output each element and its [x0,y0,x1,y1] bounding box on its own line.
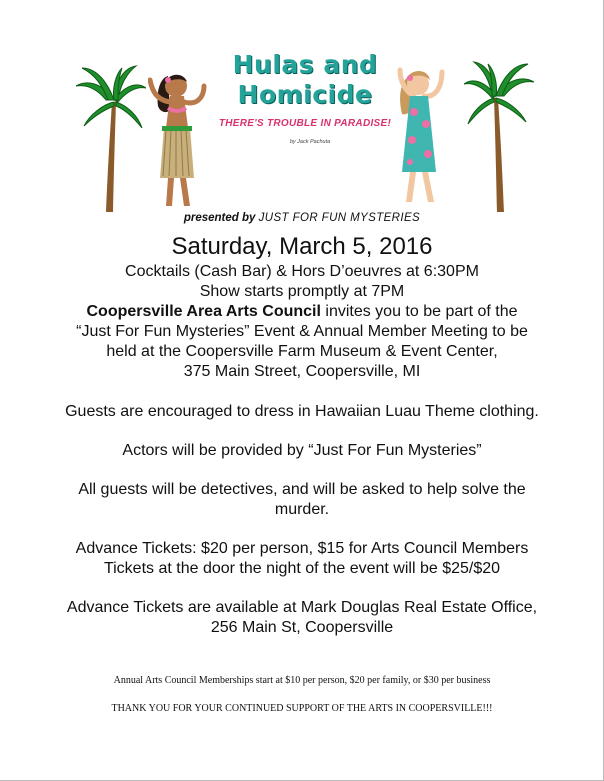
detectives-line-2: murder. [274,501,330,518]
palm-tree-right-icon [464,58,534,213]
actors-line: Actors will be provided by “Just For Fun Mysteries” [122,442,482,459]
venue-address: 375 Main Street, Coopersville, MI [183,363,421,380]
event-date: Saturday, March 5, 2016 [171,233,433,260]
show-byline: by Jack Pachuta [289,139,331,145]
thank-you-note: THANK YOU FOR YOUR CONTINUED SUPPORT OF THE ARTS IN COOPERSVILLE!!! [111,703,493,714]
invitation-text: invites you to be part of the [320,303,518,320]
show-tagline: THERE'S TROUBLE IN PARADISE! [218,118,392,129]
invitation-line-2: “Just For Fun Mysteries” Event & Annual Member Meeting to be [76,323,528,340]
palm-tree-left-icon [76,64,146,214]
door-tickets-line: Tickets at the door the night of the event will be $25/$20 [103,560,501,577]
host-name: Coopersville Area Arts Council [86,303,321,320]
hula-dancer-right-icon [384,62,459,212]
hero-banner [0,40,604,220]
presented-prefix: presented by [183,212,256,224]
presenter-name: JUST FOR FUN MYSTERIES [258,212,421,224]
ticket-location-line-2: 256 Main St, Coopersville [210,619,394,636]
presented-by-line [0,212,604,224]
invitation-line-3: held at the Coopersville Farm Museum & Event Center, [106,343,498,360]
detectives-line-1: All guests will be detectives, and will be asked to help solve the [78,481,526,498]
ticket-location-line-1: Advance Tickets are available at Mark Douglas Real Estate Office, [66,599,538,616]
cocktails-line: Cocktails (Cash Bar) & Hors D’oeuvres at 6:30PM [125,263,479,280]
advance-tickets-line: Advance Tickets: $20 per person, $15 for Arts Council Members [75,540,529,557]
event-details [0,232,604,638]
invitation-line-1 [0,302,604,322]
membership-note: Annual Arts Council Memberships start at $10 per person, $20 per family, or $30 per business [113,675,491,686]
dress-code-line: Guests are encouraged to dress in Hawaiian Luau Theme clothing. [65,403,539,420]
show-title-block [210,50,400,145]
show-title-line-1: Hulas and [232,50,378,79]
show-title-line-2: Homicide [237,80,373,109]
show-time-line: Show starts promptly at 7PM [199,283,405,300]
hula-dancer-left-icon [148,66,218,216]
